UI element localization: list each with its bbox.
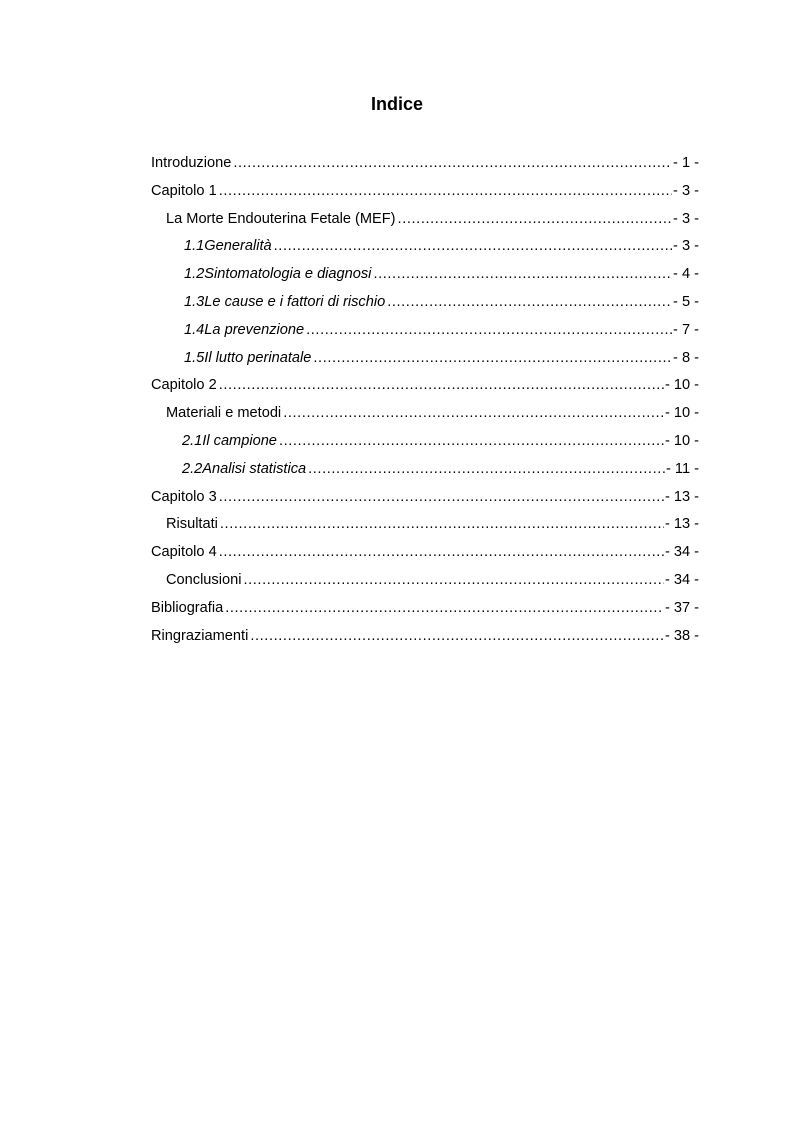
toc-entry-label: Le cause e i fattori di rischio: [204, 293, 386, 310]
toc-entry-1-5[interactable]: [151, 345, 699, 373]
toc-page-number: - 37 -: [664, 599, 699, 616]
toc-entry-label: Introduzione: [151, 155, 232, 171]
toc-entry-introduzione[interactable]: [151, 150, 699, 178]
toc-page-number: - 3 -: [673, 182, 699, 199]
toc-leader-dots: [373, 261, 672, 289]
toc-page-number: - 13 -: [664, 516, 699, 533]
toc-entry-label: Bibliografia: [151, 599, 224, 616]
toc-leader-dots: [219, 178, 672, 206]
toc-entry-capitolo-2[interactable]: [151, 372, 699, 400]
toc-entry-ringraziamenti[interactable]: [151, 623, 699, 651]
toc-entry-label: Il lutto perinatale: [204, 349, 312, 366]
toc-entry-1-2[interactable]: [151, 261, 699, 289]
toc-leader-dots: [387, 289, 672, 317]
toc-entry-1-3[interactable]: [151, 289, 699, 317]
toc-entry-2-2[interactable]: [151, 456, 699, 484]
toc-entry-label: Capitolo 2: [151, 377, 217, 394]
toc-leader-dots: [233, 150, 672, 178]
toc-page-number: - 10 -: [664, 377, 699, 394]
toc-entry-label: Ringraziamenti: [151, 627, 249, 644]
toc-leader-dots: [308, 456, 665, 484]
toc-leader-dots: [313, 345, 672, 373]
page-title: Indice: [370, 94, 423, 114]
toc-entry-materiali-metodi[interactable]: [151, 400, 699, 428]
toc-page-number: - 34 -: [664, 571, 699, 588]
toc-leader-dots: [283, 400, 664, 428]
toc-entry-label: Capitolo 1: [151, 182, 217, 199]
toc-page-number: - 38 -: [664, 627, 699, 644]
toc-entry-1-1[interactable]: [151, 233, 699, 261]
toc-entry-label: Risultati: [166, 516, 218, 533]
toc-entry-label: Capitolo 3: [151, 488, 217, 505]
toc-leader-dots: [243, 567, 663, 595]
toc-section-number: 1.2: [184, 266, 205, 283]
toc-entry-capitolo-1[interactable]: [151, 178, 699, 206]
toc-entry-capitolo-4[interactable]: [151, 539, 699, 567]
toc-page-number: - 11 -: [666, 460, 699, 477]
toc-entry-risultati[interactable]: [151, 511, 699, 539]
toc-leader-dots: [250, 623, 664, 651]
toc-page-number: - 8 -: [673, 349, 699, 366]
toc-page-number: - 10 -: [664, 432, 699, 449]
toc-entry-bibliografia[interactable]: [151, 595, 699, 623]
toc-page-number: - 3 -: [673, 210, 699, 227]
toc-entry-label: La Morte Endouterina Fetale (MEF): [166, 210, 396, 227]
toc-entry-label: La prevenzione: [204, 321, 305, 338]
toc-entry-label: Il campione: [202, 432, 277, 449]
toc-leader-dots: [225, 595, 664, 623]
toc-entry-2-1[interactable]: [151, 428, 699, 456]
toc-section-number: 1.4: [184, 321, 205, 338]
toc-leader-dots: [279, 428, 664, 456]
toc-leader-dots: [306, 317, 672, 345]
toc-page-number: - 13 -: [664, 488, 699, 505]
toc-entry-conclusioni[interactable]: [151, 567, 699, 595]
toc-page-number: - 7 -: [673, 321, 699, 338]
toc-section-number: 1.1: [184, 238, 205, 255]
toc-leader-dots: [274, 233, 672, 261]
toc-section-number: 1.5: [184, 349, 205, 366]
toc-page-number: - 4 -: [673, 266, 699, 283]
toc-entry-label: Generalità: [204, 238, 272, 255]
toc-entry-label: Sintomatologia e diagnosi: [204, 266, 372, 283]
toc-entry-label: Materiali e metodi: [166, 405, 282, 422]
toc-page-number: - 5 -: [673, 293, 699, 310]
toc-entry-label: Capitolo 4: [151, 544, 217, 561]
toc-entry-morte-endouterina[interactable]: [151, 206, 699, 234]
toc-section-number: 2.1: [182, 432, 203, 449]
toc-section-number: 2.2: [182, 460, 203, 477]
toc-entry-1-4[interactable]: [151, 317, 699, 345]
toc-page-number: - 10 -: [664, 405, 699, 422]
table-of-contents: [151, 150, 699, 650]
toc-leader-dots: [219, 484, 664, 512]
toc-page-number: - 1 -: [673, 155, 699, 171]
toc-page-number: - 34 -: [664, 544, 699, 561]
toc-leader-dots: [220, 511, 664, 539]
toc-entry-label: Conclusioni: [166, 571, 242, 588]
toc-entry-label: Analisi statistica: [202, 460, 307, 477]
toc-leader-dots: [219, 539, 664, 567]
toc-leader-dots: [398, 206, 673, 234]
toc-section-number: 1.3: [184, 293, 205, 310]
toc-page-number: - 3 -: [673, 238, 699, 255]
toc-entry-capitolo-3[interactable]: [151, 484, 699, 512]
toc-leader-dots: [219, 372, 664, 400]
